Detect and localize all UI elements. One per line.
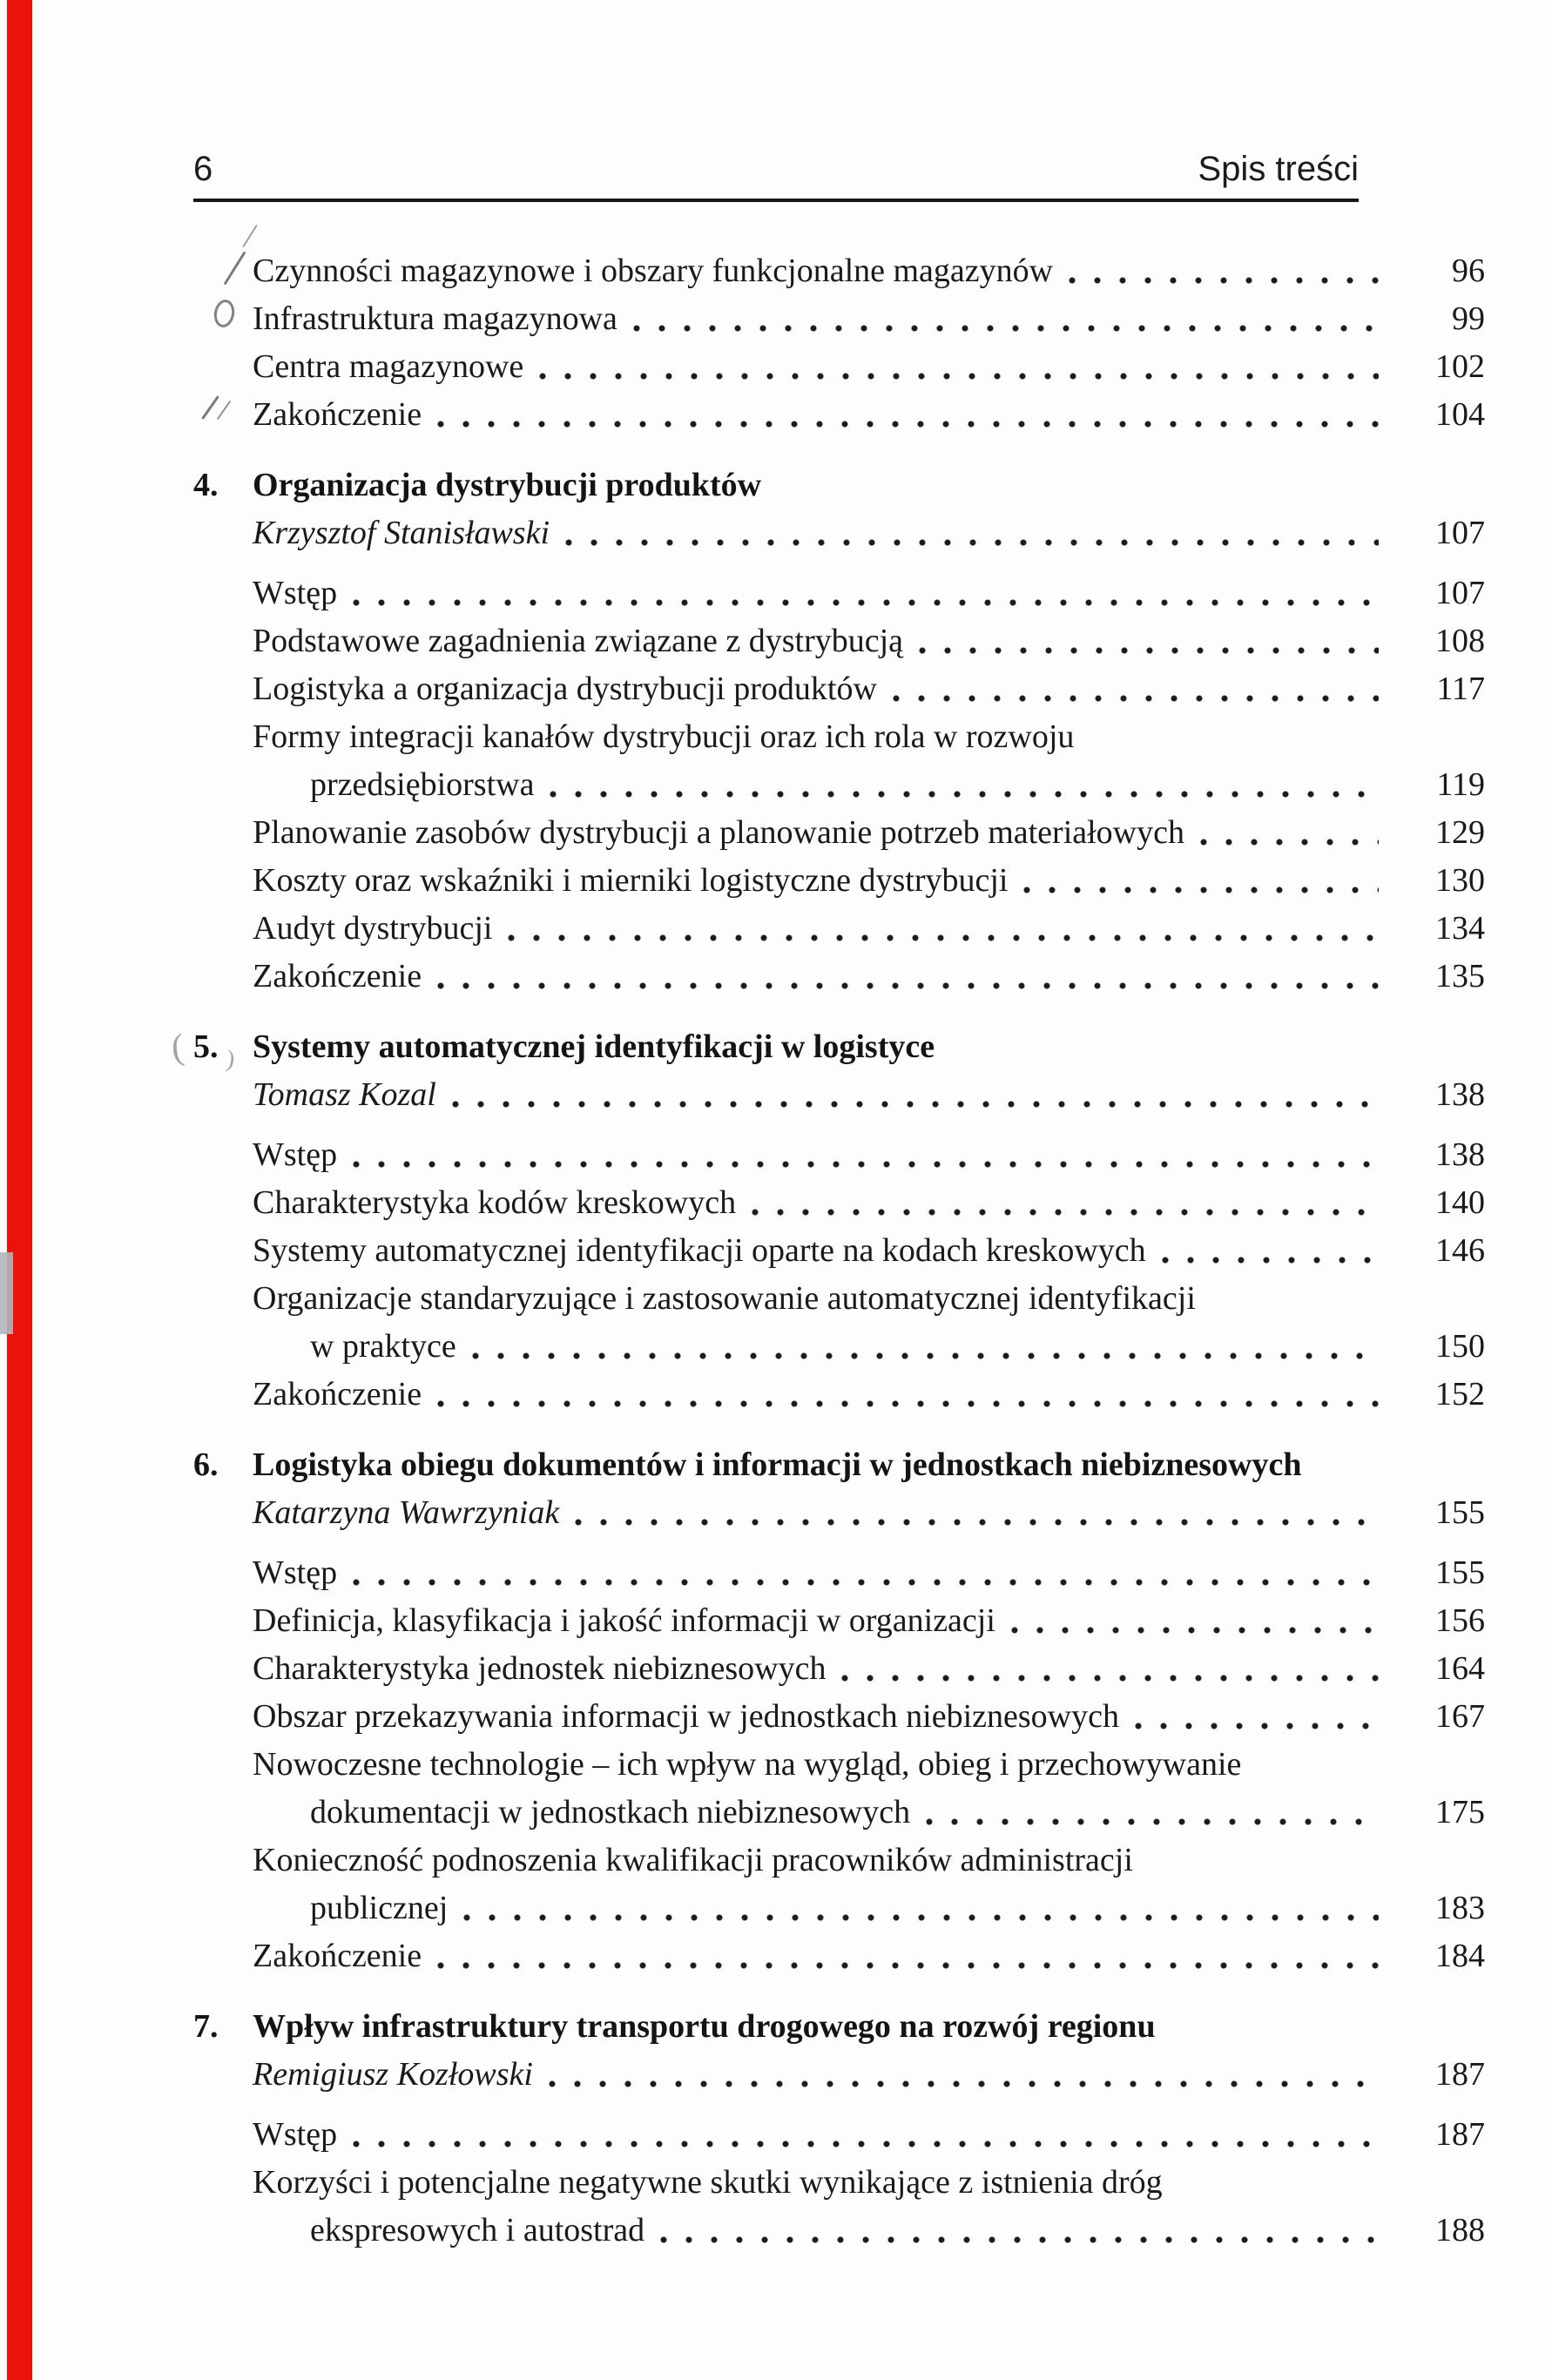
dot-leader <box>447 1071 1379 1119</box>
toc-section <box>193 2003 1485 2255</box>
toc-entry-page: 156 <box>1435 1602 1485 1639</box>
dot-leader <box>1063 247 1379 295</box>
toc-entry <box>193 1884 1485 1932</box>
toc-section <box>193 1023 1485 1419</box>
toc-author-name: Tomasz Kozal <box>253 1076 436 1113</box>
toc-entry-label: Nowoczesne technologie – ich wpływ na wygląd, obieg i przechowywanie <box>253 1746 1242 1783</box>
toc-entry-label: Logistyka a organizacja dystrybucji produktów <box>253 671 877 707</box>
toc-entry-page: 150 <box>1435 1328 1485 1365</box>
toc-entry-page: 96 <box>1452 253 1485 289</box>
scan-edge-red-bar <box>7 0 32 2380</box>
toc-section <box>193 1441 1485 1980</box>
toc-entry-page: 117 <box>1436 671 1485 707</box>
toc-entry-label: Organizacje standaryzujące i zastosowanie automatycznej identyfikacji <box>253 1280 1196 1317</box>
toc-entry-page: 134 <box>1435 910 1485 947</box>
toc-author-row <box>193 509 1485 557</box>
toc-entry-label: Konieczność podnoszenia kwalifikacji pracowników administracji <box>253 1842 1133 1878</box>
dot-leader <box>534 343 1379 391</box>
toc-items <box>193 570 1485 1001</box>
dot-leader <box>921 1789 1379 1837</box>
toc-entry-label: dokumentacji w jednostkach niebiznesowych <box>310 1794 911 1831</box>
dot-leader <box>543 2051 1379 2099</box>
toc-entry <box>193 1693 1485 1741</box>
toc-entry <box>193 391 1485 439</box>
toc-entry <box>193 857 1485 905</box>
toc-entry-label: Definicja, klasyfikacja i jakość informacji w organizacji <box>253 1602 995 1639</box>
header-title: Spis treści <box>1198 150 1359 188</box>
toc-entry <box>193 1645 1485 1693</box>
scan-edge-gray-patch <box>0 1252 13 1334</box>
toc-entry-label: Centra magazynowe <box>253 348 524 385</box>
toc-entry <box>193 570 1485 617</box>
page-header <box>193 0 1359 202</box>
toc-author-page: 107 <box>1435 515 1485 551</box>
toc-section-title: Systemy automatycznej identyfikacji w logistyce <box>253 1028 935 1065</box>
toc-entry <box>193 1275 1485 1323</box>
dot-leader <box>1195 809 1379 857</box>
toc-items <box>193 1549 1485 1980</box>
toc-entry-page: 108 <box>1435 623 1485 659</box>
toc-entry-page: 102 <box>1435 348 1485 385</box>
dot-leader <box>1157 1227 1379 1275</box>
toc-entry <box>193 1597 1485 1645</box>
dot-leader <box>1006 1597 1379 1645</box>
toc-entry-label: Wstęp <box>253 2116 338 2153</box>
toc-entry-page: 104 <box>1435 396 1485 433</box>
toc-entry-page: 99 <box>1452 300 1485 337</box>
dot-leader <box>914 617 1379 665</box>
toc-author-row <box>193 2051 1485 2099</box>
dot-leader <box>655 2207 1379 2255</box>
toc-entry-page: 135 <box>1435 958 1485 994</box>
toc-entry <box>193 665 1485 713</box>
toc-entry-label: Charakterystyka kodów kreskowych <box>253 1184 737 1221</box>
pencil-mark: ( <box>169 1027 186 1069</box>
toc-entry <box>193 953 1485 1001</box>
toc-entry <box>193 713 1485 761</box>
toc-entry-label: Zakończenie <box>253 958 422 994</box>
toc-entry <box>193 1789 1485 1837</box>
toc-entry-label: Zakończenie <box>253 1376 422 1412</box>
toc-entry <box>193 905 1485 953</box>
toc-entry <box>193 1932 1485 1980</box>
toc-entry-label: Wstęp <box>253 1554 338 1591</box>
toc-entry <box>193 761 1485 809</box>
toc-author-name: Katarzyna Wawrzyniak <box>253 1494 560 1531</box>
toc-entry <box>193 1131 1485 1179</box>
toc-entry-page: 130 <box>1435 862 1485 899</box>
toc-entry-label: Systemy automatycznej identyfikacji oparte na kodach kreskowych <box>253 1232 1146 1269</box>
toc-entry-label: Podstawowe zagadnienia związane z dystrybucją <box>253 623 904 659</box>
toc-section-number: 5. <box>193 1028 219 1065</box>
toc-section-title-row <box>193 2003 1485 2051</box>
dot-leader <box>348 570 1379 617</box>
pencil-mark: ) <box>224 1045 237 1074</box>
dot-leader <box>1018 857 1379 905</box>
toc-entry <box>193 1837 1485 1884</box>
toc-entry-label: Audyt dystrybucji <box>253 910 493 947</box>
toc-entry-page: 119 <box>1436 766 1485 803</box>
toc-section-title-row <box>193 462 1485 509</box>
dot-leader <box>544 761 1379 809</box>
dot-leader <box>348 1549 1379 1597</box>
toc-entry-label: Infrastruktura magazynowa <box>253 300 617 337</box>
dot-leader <box>570 1489 1379 1537</box>
dot-leader <box>887 665 1379 713</box>
toc-entry <box>193 1323 1485 1371</box>
page-number: 6 <box>193 150 213 188</box>
toc-entry-page: 164 <box>1435 1650 1485 1687</box>
toc-entry-label: Zakończenie <box>253 396 422 433</box>
toc-continuation-block <box>193 247 1485 439</box>
toc-entry-label: Planowanie zasobów dystrybucji a planowanie potrzeb materiałowych <box>253 814 1184 851</box>
table-of-contents <box>193 202 1485 2255</box>
dot-leader <box>628 295 1379 343</box>
toc-entry-page: 129 <box>1435 814 1485 851</box>
toc-section-title: Organizacja dystrybucji produktów <box>253 467 762 503</box>
dot-leader <box>348 1131 1379 1179</box>
toc-items <box>193 1131 1485 1419</box>
toc-section-number: 7. <box>193 2008 219 2045</box>
toc-entry-page: 140 <box>1435 1184 1485 1221</box>
toc-entry-label: Charakterystyka jednostek niebiznesowych <box>253 1650 827 1687</box>
toc-entry <box>193 1741 1485 1789</box>
toc-entry <box>193 2159 1485 2207</box>
toc-entry-page: 138 <box>1435 1136 1485 1173</box>
toc-entry-label: publicznej <box>310 1890 449 1926</box>
toc-author-name: Remigiusz Kozłowski <box>253 2056 533 2093</box>
toc-items <box>193 2111 1485 2255</box>
dot-leader <box>746 1179 1379 1227</box>
toc-entry-page: 187 <box>1435 2116 1485 2153</box>
toc-section <box>193 462 1485 1001</box>
dot-leader <box>458 1884 1379 1932</box>
dot-leader <box>503 905 1379 953</box>
dot-leader <box>432 391 1379 439</box>
toc-entry-label: Zakończenie <box>253 1938 422 1974</box>
toc-entry-page: 175 <box>1435 1794 1485 1831</box>
toc-entry-page: 183 <box>1435 1890 1485 1926</box>
dot-leader <box>467 1323 1379 1371</box>
toc-entry <box>193 1371 1485 1419</box>
toc-entry-page: 188 <box>1435 2212 1485 2249</box>
toc-section-title: Logistyka obiegu dokumentów i informacji w jednostkach niebiznesowych <box>253 1446 1302 1483</box>
toc-entry-label: Wstęp <box>253 575 338 611</box>
toc-section-title-row <box>193 1023 1485 1071</box>
toc-entry <box>193 2111 1485 2159</box>
toc-entry-label: przedsiębiorstwa <box>310 766 535 803</box>
toc-author-row <box>193 1071 1485 1119</box>
toc-entry-page: 152 <box>1435 1376 1485 1412</box>
toc-entry-page: 155 <box>1435 1554 1485 1591</box>
toc-entry-label: Obszar przekazywania informacji w jednostkach niebiznesowych <box>253 1698 1119 1735</box>
dot-leader <box>348 2111 1379 2159</box>
toc-entry-label: Korzyści i potencjalne negatywne skutki wynikające z istnienia dróg <box>253 2164 1163 2201</box>
toc-entry <box>193 247 1485 295</box>
toc-entry-page: 146 <box>1435 1232 1485 1269</box>
dot-leader <box>432 1371 1379 1419</box>
toc-author-name: Krzysztof Stanisławski <box>253 515 550 551</box>
toc-entry-page: 167 <box>1435 1698 1485 1735</box>
toc-section-title: Wpływ infrastruktury transportu drogowego na rozwój regionu <box>253 2008 1156 2045</box>
dot-leader <box>1130 1693 1379 1741</box>
toc-section-title-row <box>193 1441 1485 1489</box>
toc-entry-label: Wstęp <box>253 1136 338 1173</box>
toc-entry-label: w praktyce <box>310 1328 456 1365</box>
toc-entry <box>193 343 1485 391</box>
toc-entry-label: Czynności magazynowe i obszary funkcjonalne magazynów <box>253 253 1054 289</box>
dot-leader <box>432 1932 1379 1980</box>
toc-entry <box>193 617 1485 665</box>
dot-leader <box>432 953 1379 1001</box>
toc-entry-label: ekspresowych i autostrad <box>310 2212 645 2249</box>
toc-entry <box>193 1549 1485 1597</box>
toc-entry-page: 184 <box>1435 1938 1485 1974</box>
toc-entry <box>193 295 1485 343</box>
toc-author-page: 155 <box>1435 1494 1485 1531</box>
toc-section-number: 6. <box>193 1446 219 1483</box>
toc-entry <box>193 1227 1485 1275</box>
toc-entry <box>193 1179 1485 1227</box>
toc-entry-page: 107 <box>1435 575 1485 611</box>
toc-author-row <box>193 1489 1485 1537</box>
toc-entry <box>193 809 1485 857</box>
toc-author-page: 138 <box>1435 1076 1485 1113</box>
toc-section-number: 4. <box>193 467 219 503</box>
toc-entry <box>193 2207 1485 2255</box>
toc-entry-label: Koszty oraz wskaźniki i mierniki logistyczne dystrybucji <box>253 862 1009 899</box>
dot-leader <box>560 509 1379 557</box>
dot-leader <box>836 1645 1379 1693</box>
toc-entry-label: Formy integracji kanałów dystrybucji oraz ich rola w rozwoju <box>253 718 1075 755</box>
toc-author-page: 187 <box>1435 2056 1485 2093</box>
